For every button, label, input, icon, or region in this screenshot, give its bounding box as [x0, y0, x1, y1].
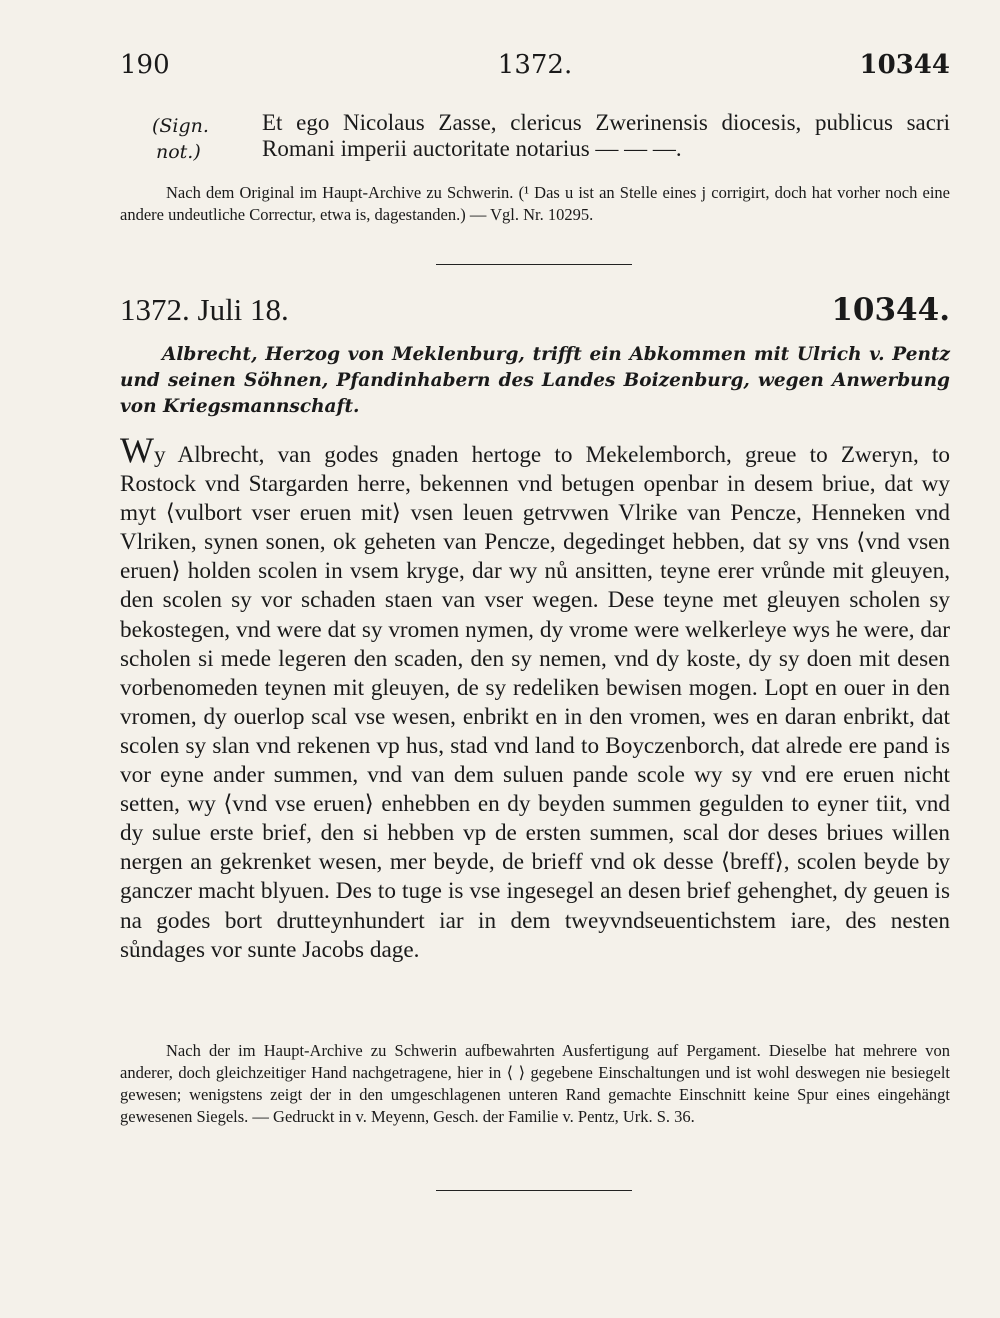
- initial-letter: W: [120, 430, 154, 470]
- entry-regest: Albrecht, Herzog von Meklenburg, trifft ein Abkommen mit Ulrich v. Pentz und seinen Söhnen, Pfandinhabern des Landes Boizenburg, wegen Anwerbung von Kriegsmannschaft.: [120, 344, 950, 417]
- source-note-previous-entry: Nach dem Original im Haupt-Archive zu Schwerin. (¹ Das u ist an Stelle eines j corrigirt, doch hat vorher noch eine andere undeutliche Correctur, etwa is, dagestanden.) — Vgl. Nr. 10295.: [120, 183, 950, 224]
- running-head-year: 1372.: [497, 50, 573, 80]
- signum-notarii-note: [152, 113, 242, 165]
- sign-note-line-2: not.): [156, 141, 201, 163]
- running-head: [120, 50, 950, 90]
- entry-heading: [120, 292, 950, 332]
- entry-number: 10344.: [831, 292, 950, 328]
- running-head-entry-number: 10344: [859, 50, 950, 80]
- charter-body: y Albrecht, van godes gnaden hertoge to Mekelemborch, greue to Zweryn, to Rostock vnd Stargarden herre, bekennen vnd betugen openbar in desem briue, dat wy myt ⟨vulbort vser eruen mit⟩ vsen leuen getrvwen Vlrike van Pencze, Henneken vnd Vlriken, synen sonen, ok geheten van Pencze, degedinget hebben, dat sy vns ⟨vnd vsen eruen⟩ holden scolen in vsem kryge, dar wy nů ansitten, teyne erer vrůnde mit gleuyen, den scolen sy vor schaden staen van vser wegen. Dese teyne met gleuyen scholen sy bekostegen, vnd were dat sy vromen nymen, dy vrome were welkerleye wys he were, dar scholen si mede legeren den scaden, den sy nemen, vnd dy koste, dy sy doen mit desen vorbenomeden teynen mit gleuyen, de sy redeliken bewisen mogen. Lopt en ouer in den vromen, dy ouerlop scal vse wesen, enbrikt en in den vromen, wes en daran enbrikt, dat scolen sy slan vnd rekenen vp hus, stad vnd land to Boyczenborch, dat alrede ere pand is vor eyne ander summen, vnd van dem suluen pande scole wy sy vnd ere eruen nicht setten, wy ⟨vnd vse eruen⟩ enhebben en dy beyden summen gegulden to eyner tiit, vnd dy sulue erste brief, den si hebben vp de ersten summen, scal dor deses briues willen nergen an gekrenket wesen, mer beyde, de brieff vnd ok desse ⟨breff⟩, scolen beyde by ganczer macht blyuen. Des to tuge is vse ingesegel an desen brief gehenghet, dy geuen is na godes bort drutteynhundert iar in dem tweyvndseuentichstem iare, des nesten sůndages vor sunte Jacobs dage.: [120, 442, 950, 963]
- source-note: Nach der im Haupt-Archive zu Schwerin aufbewahrten Ausfertigung auf Pergament. Dieselbe hat mehrere von anderer, doch gleichzeitiger Hand nachgetragene, hier in ⟨ ⟩ gegebene Einschaltungen und ist wohl deswegen nie besiegelt gewesen; wenigstens zeigt der in den umgeschlagenen unteren Rand gemachte Einschnitt keine Spur eines eingehängt gewesenen Siegels. — Gedruckt in v. Meyenn, Gesch. der Familie v. Pentz, Urk. S. 36.: [120, 1041, 950, 1126]
- charter-text: [120, 430, 950, 965]
- notary-signature-block: [120, 110, 950, 170]
- section-divider: [436, 264, 632, 265]
- entry-date: 1372. Juli 18.: [120, 292, 289, 327]
- page-number: 190: [120, 50, 170, 80]
- section-divider-bottom: [436, 1190, 632, 1191]
- notary-subscription: Et ego Nicolaus Zasse, clericus Zwerinensis diocesis, publicus sacri Romani imperii auctoritate notarius — — —.: [262, 110, 950, 161]
- sign-note-line-1: (Sign.: [152, 115, 209, 137]
